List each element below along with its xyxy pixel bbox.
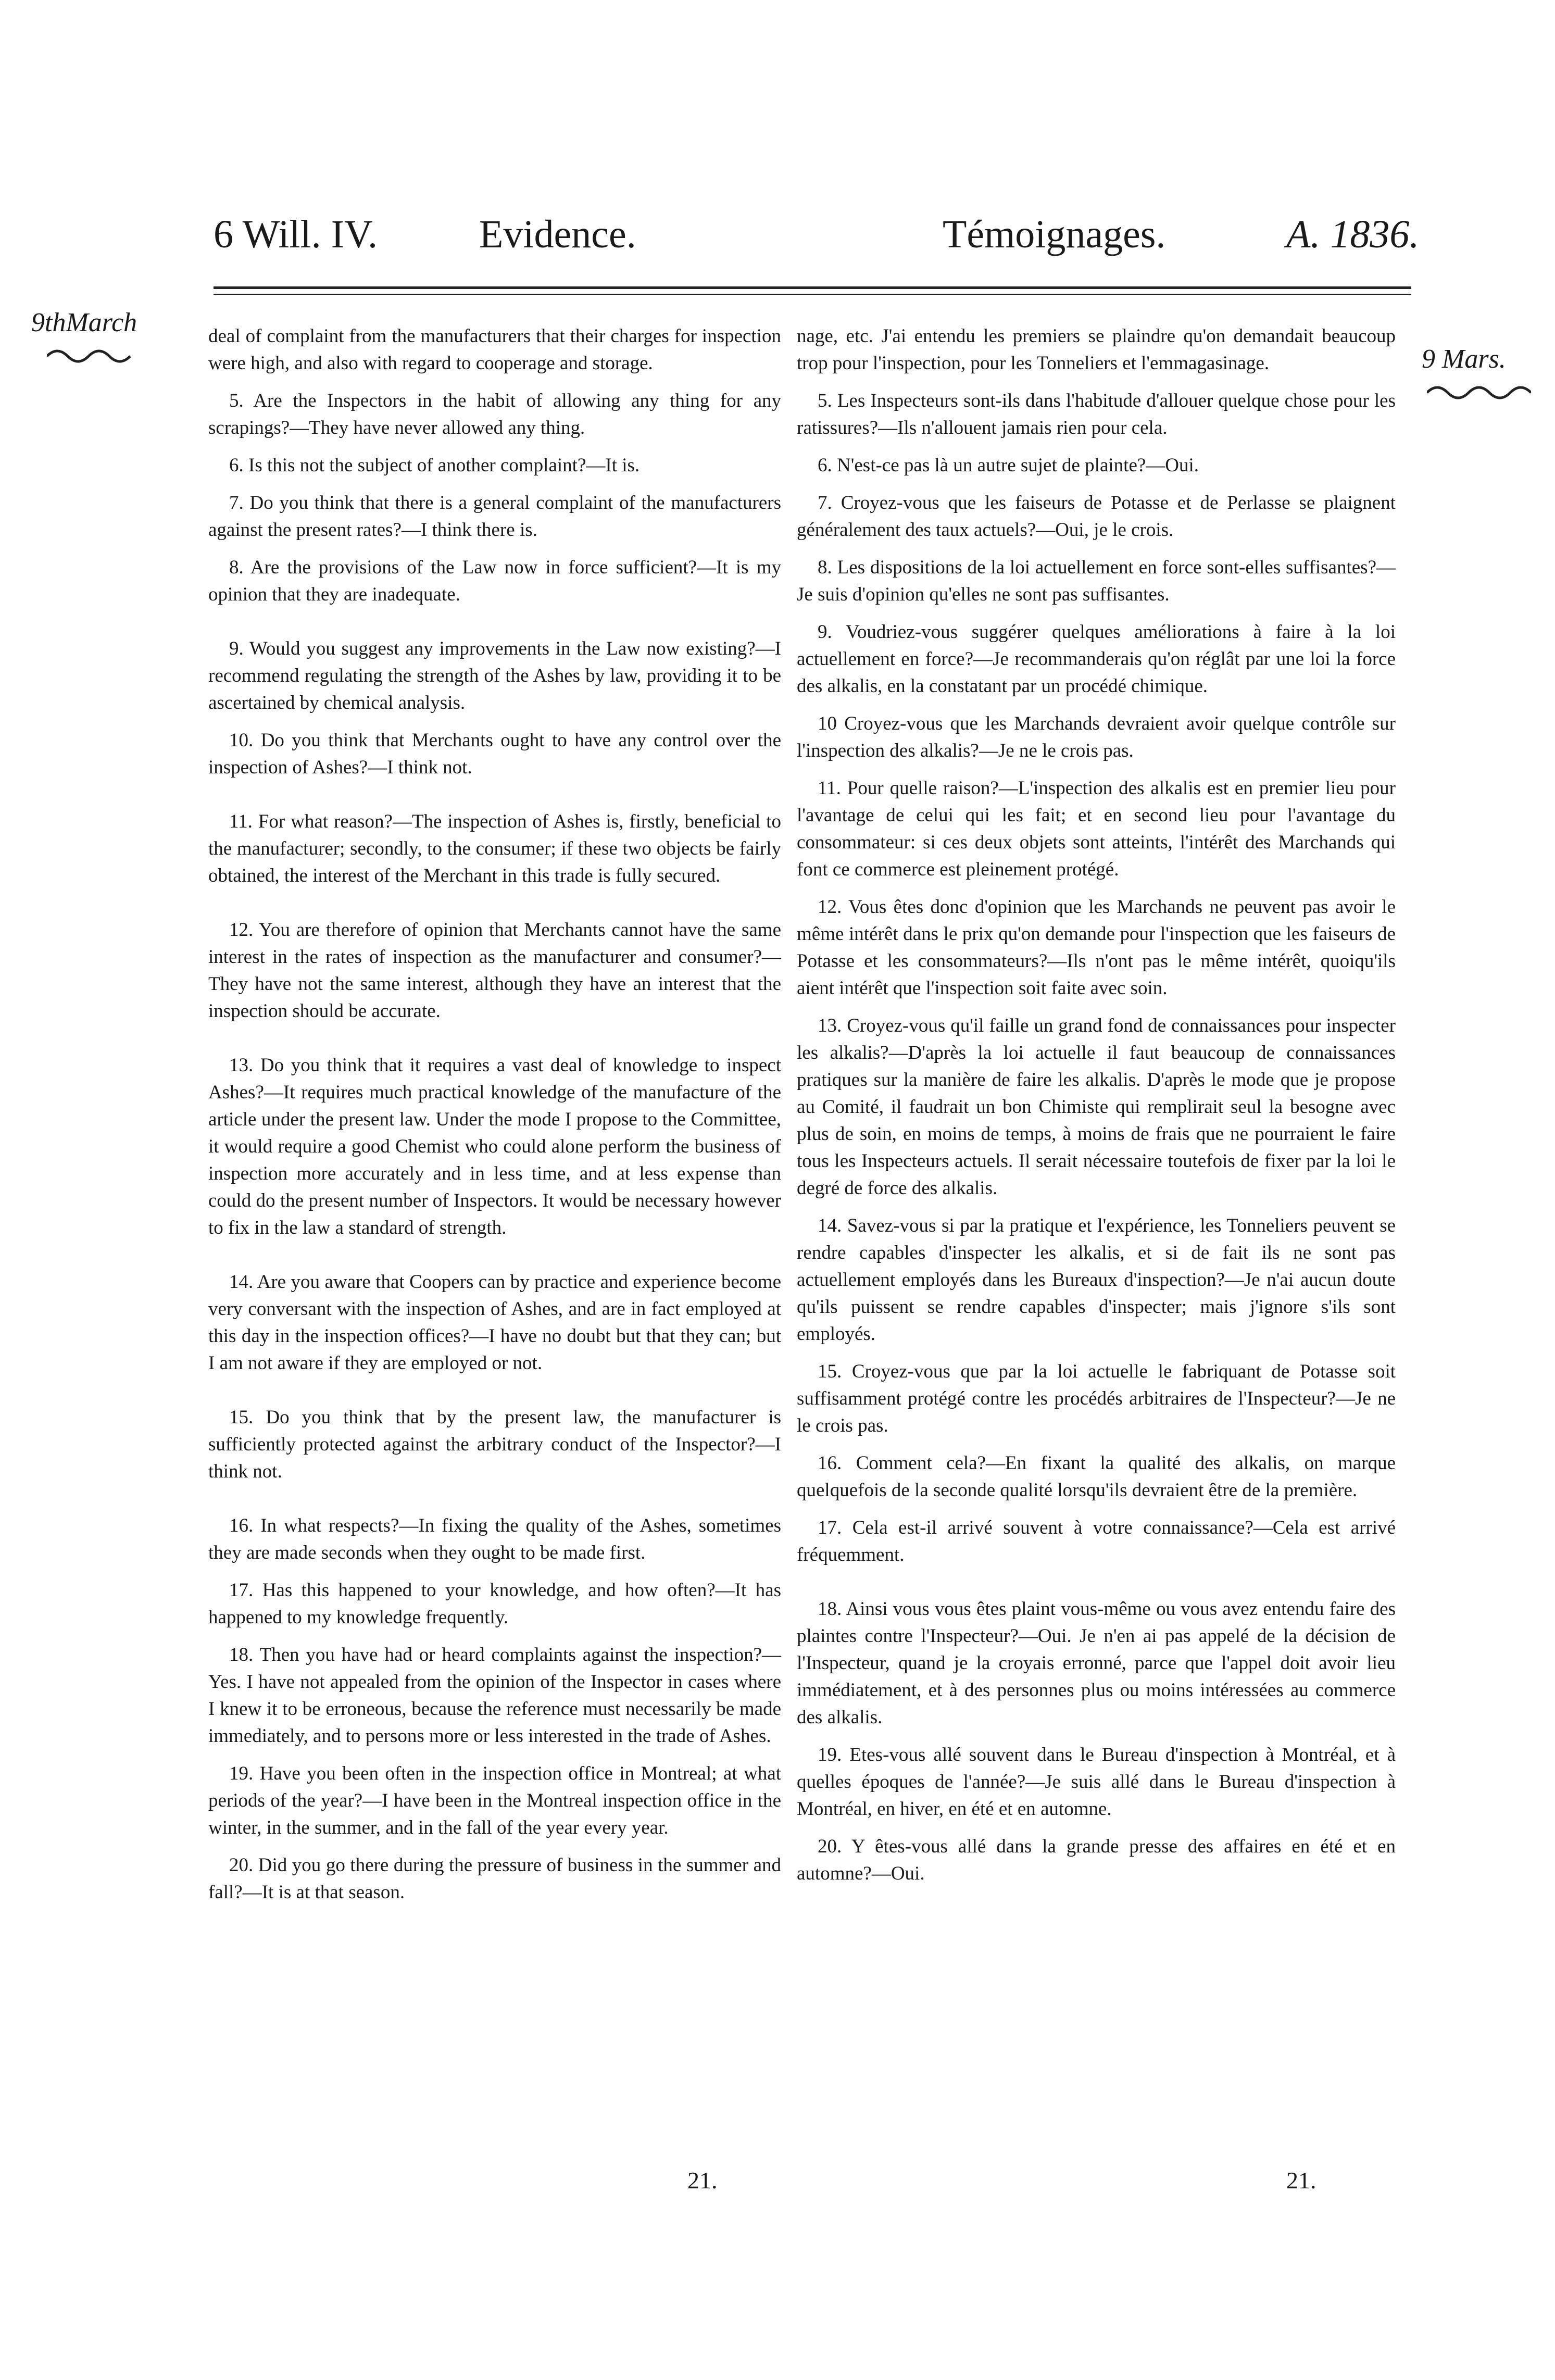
header-rule-thick bbox=[214, 286, 1411, 289]
english-paragraph: 18. Then you have had or heard complaints against the inspection?—Yes. I have not appealed from the opinion of the Inspector in cases where I knew it to be erroneous, because the reference must necessarily be made immediately, and to persons more or less interested in the trade of Ashes. bbox=[208, 1644, 781, 1747]
french-paragraph: 9. Voudriez-vous suggérer quelques améliorations à faire à la loi actuellement en force?—Je recommanderais qu'on réglât par une loi la force des alkalis, en la constatant par un procédé chimique. bbox=[797, 621, 1396, 697]
french-paragraph: 5. Les Inspecteurs sont-ils dans l'habitude d'allouer quelque chose pour les ratissures?—Ils n'allouent jamais rien pour cela. bbox=[797, 390, 1396, 439]
french-paragraph: 7. Croyez-vous que les faiseurs de Potasse et de Perlasse se plaignent généralement des taux actuels?—Oui, je le crois. bbox=[797, 492, 1396, 541]
english-paragraph: 5. Are the Inspectors in the habit of allowing any thing for any scrapings?—They have never allowed any thing. bbox=[208, 390, 781, 439]
right-margin-squiggle bbox=[1427, 380, 1531, 401]
english-paragraph: 13. Do you think that it requires a vast deal of knowledge to inspect Ashes?—It requires much practical knowledge of the manufacture of the article under the present law. Under the mode I propose to the Committee, it would require a good Chemist who could alone perform the business of inspection more accurately and in less time, and at less expense than could do the present number of Inspectors. It would be necessary however to fix in the law a standard of strength. bbox=[208, 1055, 782, 1238]
english-catchword: 21. bbox=[687, 2167, 718, 2194]
french-paragraph: 17. Cela est-il arrivé souvent à votre connaissance?—Cela est arrivé fréquemment. bbox=[797, 1517, 1396, 1565]
french-section-title: Témoignages. bbox=[943, 212, 1166, 256]
right-margin-date: 9 Mars. bbox=[1422, 344, 1506, 374]
page-header bbox=[0, 208, 1555, 271]
english-paragraph: 9. Would you suggest any improvements in the Law now existing?—I recommend regulating the strength of the Ashes by law, providing it to be ascertained by chemical analysis. bbox=[208, 638, 781, 713]
french-paragraph: 18. Ainsi vous vous êtes plaint vous-même ou vous avez entendu faire des plaintes contre l'Inspecteur?—Oui. Je n'en ai pas appelé de la décision de l'Inspecteur, quand je la croyais erronné, parce que l'appel doit avoir lieu immédiatement, et à des personnes plus ou moins intéressées au commerce des alkalis. bbox=[797, 1598, 1396, 1728]
french-catchword: 21. bbox=[1286, 2167, 1316, 2194]
volume-label: 6 Will. IV. bbox=[214, 212, 378, 256]
english-paragraph: 19. Have you been often in the inspection office in Montreal; at what periods of the year?—I have been in the Montreal inspection office in the winter, in the summer, and in the fall of the year every year. bbox=[208, 1763, 782, 1838]
english-paragraph: 8. Are the provisions of the Law now in force sufficient?—It is my opinion that they are inadequate. bbox=[208, 557, 781, 605]
french-paragraph: 13. Croyez-vous qu'il faille un grand fond de connaissances pour inspecter les alkalis?—D'après la loi actuelle il faut beaucoup de connaissances pratiques sur la manière de faire les alkalis. D'après le mode que je propose au Comité, il faudrait un bon Chimiste qui remplirait seul la besogne avec plus de soin, en moins de temps, à moins de frais que ne pourraient le faire tous les Inspecteurs actuels. Il serait nécessaire toutefois de fixer par la loi le degré de force des alkalis. bbox=[797, 1015, 1396, 1199]
english-paragraph: 12. You are therefore of opinion that Merchants cannot have the same interest in the rates of inspection as the manufacturer and consumer?—They have not the same interest, although they have an interest that the inspection should be accurate. bbox=[208, 919, 781, 1022]
french-paragraph: 19. Etes-vous allé souvent dans le Bureau d'inspection à Montréal, et à quelles époques de l'année?—Je suis allé dans le Bureau d'inspection à Montréal, en hiver, en été et en automne. bbox=[797, 1744, 1396, 1820]
english-paragraph: 17. Has this happened to your knowledge, and how often?—It has happened to my knowledge frequently. bbox=[208, 1580, 782, 1628]
french-paragraph: 12. Vous êtes donc d'opinion que les Marchands ne peuvent pas avoir le même intérêt dans le prix qu'on demande pour l'inspection que les faiseurs de Potasse et les consommateurs?—Ils n'ont pas le même intérêt, quoiqu'ils aient intérêt que l'inspection soit faite avec soin. bbox=[797, 896, 1396, 999]
french-column bbox=[797, 323, 1396, 1898]
english-paragraph: deal of complaint from the manufacturers that their charges for inspection were high, and also with regard to cooperage and storage. bbox=[208, 325, 781, 374]
english-paragraph: 14. Are you aware that Coopers can by practice and experience become very conversant with the inspection of Ashes, and are in fact employed at this day in the inspection offices?—I have no doubt but that they can; but I am not aware if they are employed or not. bbox=[208, 1271, 781, 1374]
french-paragraph: 11. Pour quelle raison?—L'inspection des alkalis est en premier lieu pour l'avantage de celui qui les fait; et en second lieu pour l'avantage du consommateur: si ces deux objets sont atteints, l'intérêt des Marchands qui font ce commerce est pleinement protégé. bbox=[797, 778, 1396, 880]
french-paragraph: 20. Y êtes-vous allé dans la grande presse des affaires en été et en automne?—Oui. bbox=[797, 1836, 1396, 1884]
french-paragraph: 10 Croyez-vous que les Marchands devraient avoir quelque contrôle sur l'inspection des alkalis?—Je ne le crois pas. bbox=[797, 713, 1396, 761]
english-paragraph: 11. For what reason?—The inspection of Ashes is, firstly, beneficial to the manufacturer; secondly, to the consumer; if these two objects be fairly obtained, the interest of the Merchant in this trade is fully secured. bbox=[208, 811, 782, 886]
english-paragraph: 16. In what respects?—In fixing the quality of the Ashes, sometimes they are made seconds when they ought to be made first. bbox=[208, 1515, 782, 1563]
english-paragraph: 7. Do you think that there is a general complaint of the manufacturers against the present rates?—I think there is. bbox=[208, 492, 782, 541]
english-paragraph: 20. Did you go there during the pressure of business in the summer and fall?—It is at that season. bbox=[208, 1855, 781, 1903]
year-label: A. 1836. bbox=[1286, 212, 1420, 256]
french-paragraph: 16. Comment cela?—En fixant la qualité des alkalis, on marque quelquefois de la seconde qualité lorsqu'ils devraient être de la première. bbox=[797, 1452, 1396, 1501]
english-column bbox=[208, 323, 781, 1916]
french-paragraph: 14. Savez-vous si par la pratique et l'expérience, les Tonneliers peuvent se rendre capables d'inspecter les alkalis, et si de fait ils ne sont pas actuellement employés dans les Bureaux d'inspection?—Je n'ai aucun doute qu'ils puissent se rendre capables d'inspecter; mais j'ignore s'ils sont employés. bbox=[797, 1215, 1396, 1345]
english-paragraph: 10. Do you think that Merchants ought to have any control over the inspection of Ashes?—I think not. bbox=[208, 730, 781, 778]
french-paragraph: nage, etc. J'ai entendu les premiers se plaindre qu'on demandait beaucoup trop pour l'inspection, pour les Tonneliers et l'emmagasinage. bbox=[797, 325, 1396, 374]
english-paragraph: 15. Do you think that by the present law, the manufacturer is sufficiently protected against the arbitrary conduct of the Inspector?—I think not. bbox=[208, 1407, 782, 1482]
header-rule-thin bbox=[214, 294, 1411, 295]
left-margin-date: 9thMarch bbox=[31, 308, 137, 337]
english-section-title: Evidence. bbox=[479, 212, 636, 256]
english-paragraph: 6. Is this not the subject of another complaint?—It is. bbox=[229, 455, 640, 476]
french-paragraph: 8. Les dispositions de la loi actuellement en force sont-elles suffisantes?—Je suis d'opinion qu'elles ne sont pas suffisantes. bbox=[797, 557, 1396, 605]
french-paragraph: 15. Croyez-vous que par la loi actuelle le fabriquant de Potasse soit suffisamment protégé contre les procédés arbitraires de l'Inspecteur?—Je ne le crois pas. bbox=[797, 1361, 1396, 1436]
french-paragraph: 6. N'est-ce pas là un autre sujet de plainte?—Oui. bbox=[818, 455, 1199, 476]
left-margin-squiggle bbox=[47, 344, 141, 365]
